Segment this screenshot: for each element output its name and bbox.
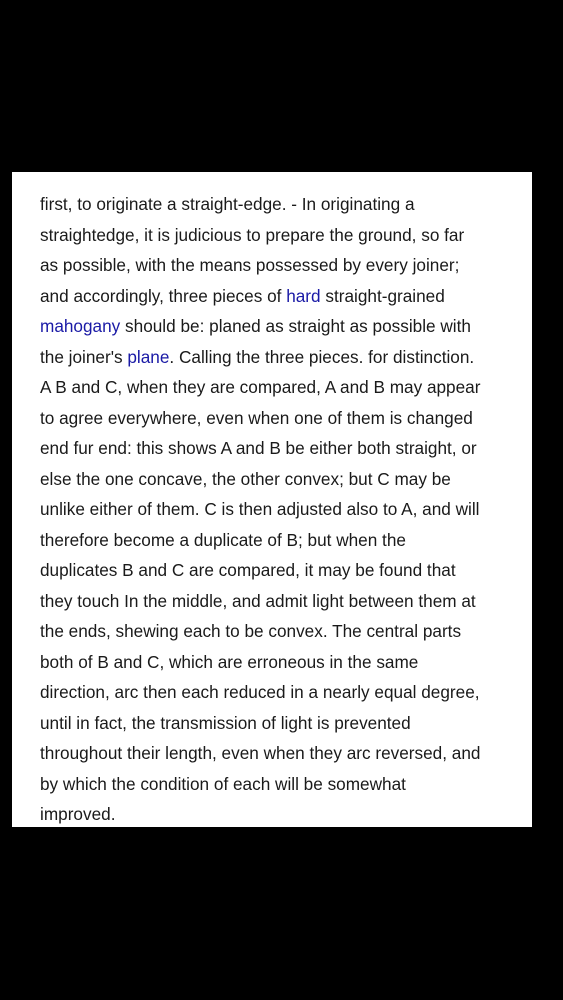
text-line <box>40 281 522 312</box>
text-line: both of B and C, which are erroneous in the same <box>40 651 419 672</box>
text-line: end fur end: this shows A and B be either both straight, or <box>40 438 477 458</box>
text-line: else the one concave, the other convex; but C may be <box>40 468 451 489</box>
text-line: until in fact, the transmission of light is prevented <box>40 712 411 733</box>
text-span: and accordingly, three pieces of <box>40 285 287 306</box>
text-line: therefore become a duplicate of B; but when the <box>40 529 406 550</box>
text-line <box>40 311 522 342</box>
text-line: duplicates B and C are compared, it may be found that <box>40 560 456 580</box>
text-span: the joiner's <box>40 346 128 367</box>
text-line: straightedge, it is judicious to prepare the ground, so far <box>40 224 465 245</box>
text-line: unlike either of them. C is then adjusted also to A, and will <box>40 499 480 519</box>
text-line: by which the condition of each will be somewhat <box>40 773 406 794</box>
text-line: first, to originate a straight-edge. - In originating a <box>40 194 415 214</box>
text-line <box>40 342 522 373</box>
text-line: A B and C, when they are compared, A and B may appear <box>40 377 481 397</box>
text-line: they touch In the middle, and admit light between them at <box>40 590 476 611</box>
link-mahogany[interactable]: mahogany <box>40 316 121 336</box>
text-line: as possible, with the means possessed by every joiner; <box>40 255 460 275</box>
link-hard[interactable]: hard <box>286 285 321 306</box>
text-span: straight-grained <box>320 285 445 306</box>
text-line: direction, arc then each reduced in a nearly equal degree, <box>40 682 480 702</box>
text-span: should be: planed as straight as possible with <box>120 316 471 336</box>
text-page <box>12 172 532 827</box>
text-line: the ends, shewing each to be convex. The central parts <box>40 621 462 641</box>
text-line: to agree everywhere, even when one of them is changed <box>40 407 473 428</box>
text-span: . Calling the three pieces. for distinction. <box>169 346 475 367</box>
text-line: improved. <box>40 804 116 824</box>
text-line: throughout their length, even when they arc reversed, and <box>40 743 481 763</box>
link-plane[interactable]: plane <box>127 346 170 367</box>
